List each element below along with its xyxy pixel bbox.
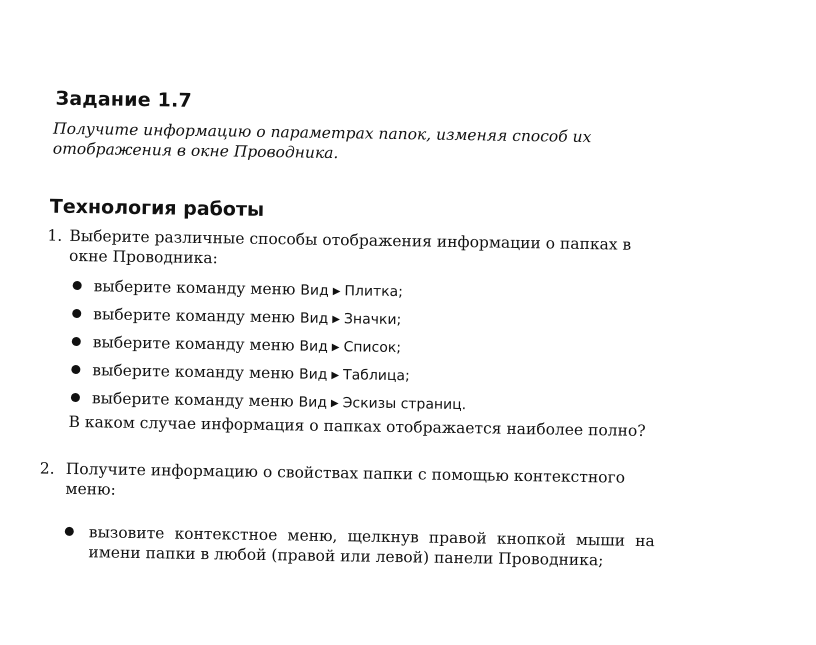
arrow-right-icon: ▶ bbox=[331, 342, 340, 354]
bullet-prefix: выберите команду меню bbox=[93, 277, 296, 299]
bullet-icon bbox=[72, 337, 81, 346]
bullet-icon bbox=[71, 365, 80, 374]
bullet-icon bbox=[71, 393, 80, 402]
step-text: Получите информацию о свойствах папки с помощью контекстного меню: bbox=[65, 459, 626, 499]
bullet-icon bbox=[65, 527, 74, 536]
menu-item: Таблица; bbox=[342, 367, 410, 385]
bullet-text: вызовите контекстное меню, щелкнув правой кнопкой мыши на имени папки в любой (правой или левой) панели Проводника; bbox=[88, 523, 655, 570]
list-item bbox=[64, 522, 655, 571]
menu-name: Вид bbox=[299, 338, 328, 355]
arrow-right-icon: ▶ bbox=[330, 398, 339, 410]
section-title: Технология работы bbox=[49, 195, 265, 221]
bullet-icon bbox=[72, 309, 81, 318]
step-2 bbox=[39, 458, 646, 499]
menu-name: Вид bbox=[298, 394, 328, 411]
arrow-right-icon: ▶ bbox=[332, 314, 341, 326]
step-1 bbox=[47, 226, 648, 268]
bullet-prefix: выберите команду меню bbox=[92, 361, 295, 383]
task-title: Задание 1.7 bbox=[55, 87, 193, 112]
step-number: 2. bbox=[39, 459, 55, 478]
task-description: Получите информацию о параметрах папок, изменяя способ их отображения в окне Проводника. bbox=[52, 119, 592, 163]
arrow-right-icon: ▶ bbox=[331, 370, 340, 382]
step-number: 1. bbox=[47, 226, 63, 245]
menu-item: Плитка; bbox=[344, 283, 404, 301]
menu-name: Вид bbox=[299, 310, 329, 327]
menu-item: Эскизы страниц. bbox=[342, 395, 467, 414]
bullet-icon bbox=[73, 281, 82, 290]
menu-name: Вид bbox=[300, 282, 329, 299]
menu-name: Вид bbox=[298, 366, 328, 383]
question-text: В каком случае информация о папках отображается наиболее полно? bbox=[68, 412, 646, 440]
arrow-right-icon: ▶ bbox=[332, 286, 341, 298]
view-commands-list bbox=[71, 276, 633, 425]
bullet-prefix: выберите команду меню bbox=[91, 389, 294, 411]
step-text: Выберите различные способы отображения информации о папках в окне Проводника: bbox=[68, 226, 632, 268]
menu-item: Значки; bbox=[343, 311, 402, 329]
bullet-prefix: выберите команду меню bbox=[93, 305, 296, 327]
context-menu-list bbox=[64, 522, 655, 571]
bullet-prefix: выберите команду меню bbox=[92, 333, 295, 355]
menu-item: Список; bbox=[343, 339, 402, 357]
